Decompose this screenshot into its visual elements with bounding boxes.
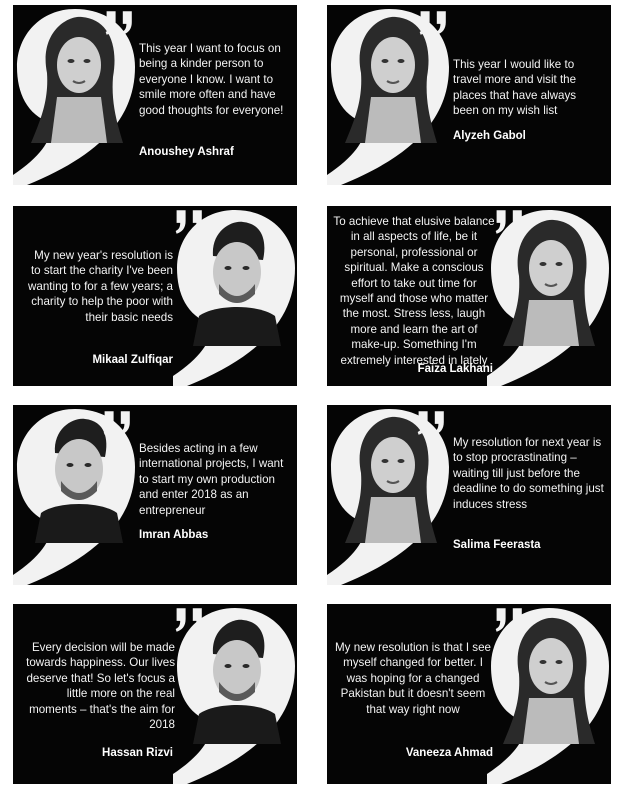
resolution-card-hassan-rizvi — [13, 604, 297, 784]
quote-text: My resolution for next year is to stop procrastinating – waiting till just before the deadline to do something just induces stress — [453, 436, 604, 511]
resolution-card-faiza-lakhani — [327, 206, 611, 386]
quote-mark-icon — [176, 210, 202, 233]
person-name: Salima Feerasta — [453, 539, 541, 551]
resolution-card-vaneeza-ahmad — [327, 604, 611, 784]
resolution-card-salima-feerasta — [327, 405, 611, 585]
quote-text: Besides acting in a few international projects, I want to start my own production and enter 2018 as an entrepreneur — [139, 442, 284, 517]
person-name: Imran Abbas — [139, 529, 209, 541]
quote-text: To achieve that elusive balance in all aspects of life, be it personal, professional or spiritual. Make a conscious effort to take out time for myself and those who matter the most. Stress less, laugh more and learn the art of make-up. Something I'm extremely interested in lately — [333, 215, 495, 367]
quote-text: My new resolution is that I see myself changed for better. I was hoping for a changed Pakistan but it doesn't seem that way right now — [335, 641, 491, 716]
person-name: Anoushey Ashraf — [139, 146, 234, 158]
quote-text: This year I would like to travel more and visit the places that have always been on my wish list — [453, 58, 577, 118]
resolution-card-mikaal-zulfiqar — [13, 206, 297, 386]
person-name: Mikaal Zulfiqar — [92, 354, 173, 366]
quote-text: Every decision will be made towards happiness. Our lives deserve that! So let's focus a little more on the real moments – that's the aim for 2018 — [26, 641, 175, 732]
quote-text: This year I want to focus on being a kinder person to everyone I know. I want to smile more often and have good thoughts for everyone! — [139, 42, 284, 117]
person-name: Hassan Rizvi — [102, 747, 173, 759]
quote-text: My new year's resolution is to start the charity I've been wanting to for a few years; a charity to help the poor with their basic needs — [28, 249, 173, 324]
resolution-card-alyzeh-gabol — [327, 5, 611, 185]
resolution-card-anoushey-ashraf — [13, 5, 297, 185]
resolution-card-imran-abbas — [13, 405, 297, 585]
person-name: Faiza Lakhani — [417, 363, 493, 375]
person-name: Alyzeh Gabol — [453, 130, 526, 142]
quote-mark-icon — [176, 608, 202, 631]
person-name: Vaneeza Ahmad — [405, 747, 493, 759]
